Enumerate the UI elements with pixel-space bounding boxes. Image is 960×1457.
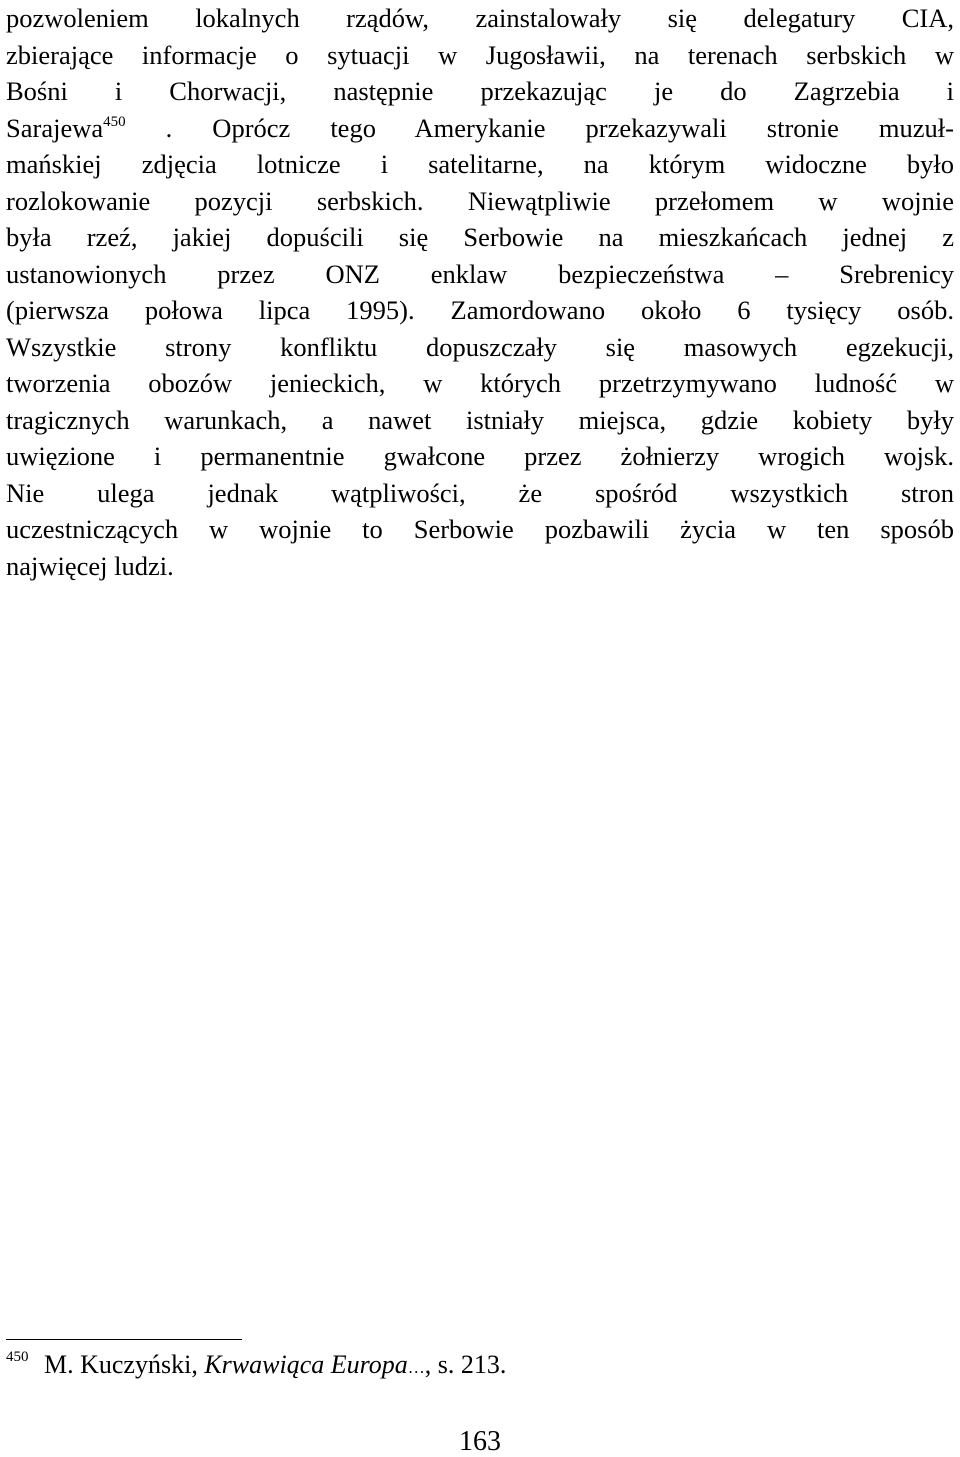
page-number: 163 [459, 1426, 501, 1457]
text-line: uwięzione i permanentnie gwałcone przez żołnierzy wrogich wojsk. [6, 441, 954, 471]
text-line: mańskiej zdjęcia lotnicze i satelitarne, na którym widoczne było [6, 149, 954, 179]
text-line: zbierające informacje o sytuacji w Jugosławii, na terenach serbskich w [6, 39, 954, 70]
text-line: pozwoleniem lokalnych rządów, zainstalowały się delegatury CIA, [6, 3, 954, 33]
text-line: Nie ulega jednak wątpliwości, że spośród wszystkich stron [6, 477, 954, 508]
footnote-separator [6, 1339, 242, 1340]
text-line: tworzenia obozów jenieckich, w których przetrzymywano ludność w [6, 368, 954, 398]
text-line: uczestniczących w wojnie to Serbowie pozbawili życia w ten sposób [6, 514, 954, 544]
text-line: była rzeź, jakiej dopuścili się Serbowie na mieszkańcach jednej z [6, 222, 954, 252]
footnote-reference[interactable]: 450 [103, 113, 126, 130]
text-line: Wszystkie strony konfliktu dopuszczały się masowych egzekucji, [6, 331, 954, 362]
footnote-ellipsis: … [407, 1358, 425, 1377]
text-line: Bośni i Chorwacji, następnie przekazując je do Zagrzebia i [6, 76, 954, 106]
footnote-author: M. Kuczyński, [44, 1350, 205, 1379]
text-line [6, 110, 954, 147]
text-line: rozlokowanie pozycji serbskich. Niewątpliwie przełomem w wojnie [6, 185, 954, 216]
footnote-pages: , s. 213. [424, 1350, 507, 1379]
text-segment: . Oprócz tego Amerykanie przekazywali stronie muzuł- [165, 112, 954, 143]
text-line: (pierwsza połowa lipca 1995). Zamordowano około 6 tysięcy osób. [6, 295, 954, 325]
main-paragraph [6, 0, 954, 584]
text-segment: Sarajewa [6, 112, 104, 143]
text-line: najwięcej ludzi. [6, 550, 174, 581]
text-line: ustanowionych przez ONZ enklaw bezpieczeństwa – Srebrenicy [6, 258, 954, 289]
footnote-title: Krwawiąca Europa [204, 1350, 408, 1379]
footnote: 450 M. Kuczyński, Krwawiąca Europa…, s. 213. [6, 1349, 507, 1379]
text-line: tragicznych warunkach, a nawet istniały miejsca, gdzie kobiety były [6, 404, 954, 435]
